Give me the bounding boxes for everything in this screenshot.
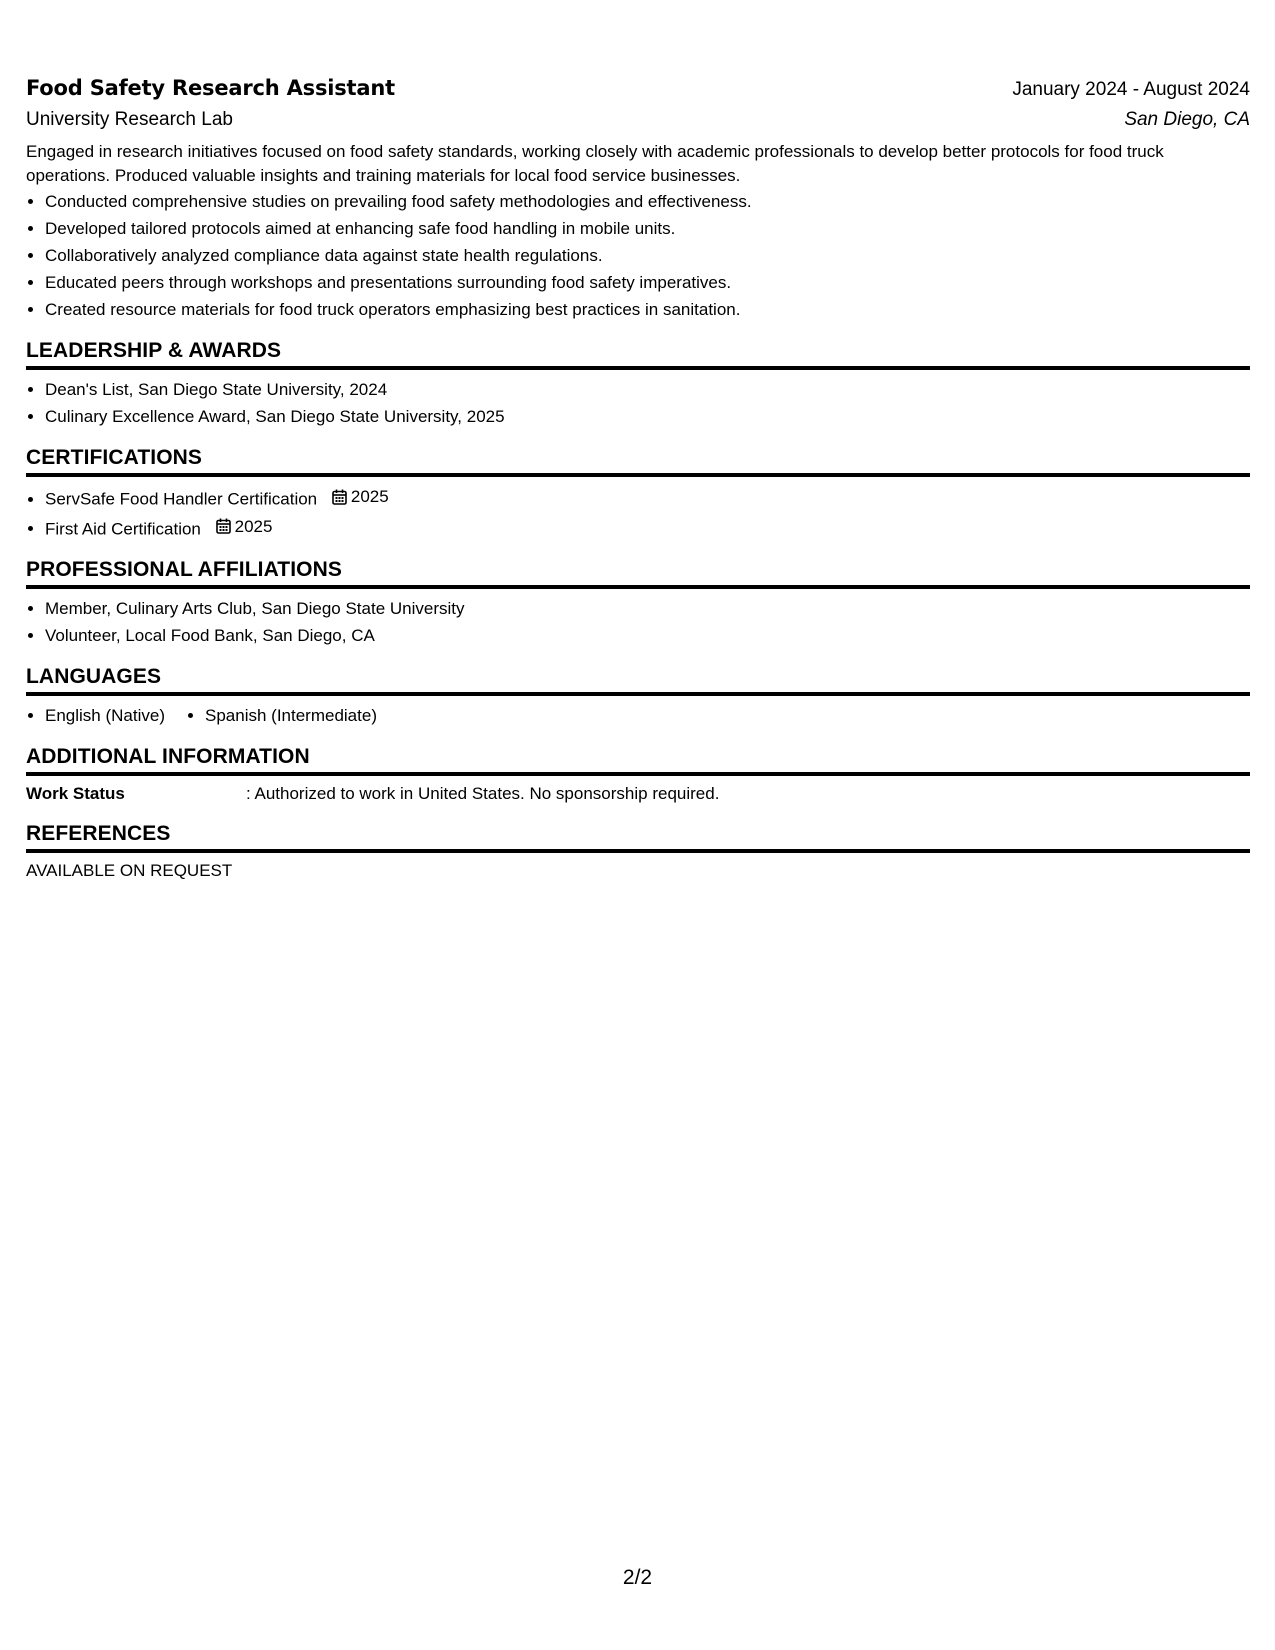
calendar-icon [216,518,231,534]
experience-entry [26,76,1250,323]
list-item: • Educated peers through workshops and presentations surrounding food safety imperatives. [45,269,1250,296]
list-item: • Conducted comprehensive studies on prevailing food safety methodologies and effectiveness. [45,188,1250,215]
certification-name: First Aid Certification [45,519,201,538]
list-item: • Dean's List, San Diego State University, 2024 [45,376,1250,403]
list-item: • Culinary Excellence Award, San Diego State University, 2025 [45,403,1250,430]
list-item: • Developed tailored protocols aimed at enhancing safe food handling in mobile units. [45,215,1250,242]
list-item: • Collaboratively analyzed compliance data against state health regulations. [45,242,1250,269]
list-item: • Volunteer, Local Food Bank, San Diego, CA [45,622,1250,649]
certification-item [45,513,1250,543]
list-item: • Created resource materials for food truck operators emphasizing best practices in sanitation. [45,296,1250,323]
certification-year: 2025 [234,516,273,536]
section-heading: LANGUAGES [26,665,1250,696]
job-organization: University Research Lab [26,109,233,130]
work-status-value: : Authorized to work in United States. No sponsorship required. [246,784,720,803]
section-heading: PROFESSIONAL AFFILIATIONS [26,558,1250,589]
section-heading: CERTIFICATIONS [26,446,1250,477]
page-indicator: 2/2 [622,1566,653,1589]
certification-name: ServSafe Food Handler Certification [45,489,318,509]
section-heading: LEADERSHIP & AWARDS [26,339,1250,370]
section-heading: ADDITIONAL INFORMATION [26,745,1250,776]
calendar-icon [332,489,347,505]
references-section [26,822,1250,883]
affiliations-section [26,558,1250,649]
references-text: AVAILABLE ON REQUEST [26,861,233,880]
job-dates: January 2024 - August 2024 [1012,79,1250,100]
certifications-section [26,446,1250,542]
section-heading: REFERENCES [26,822,1250,853]
certification-year: 2025 [350,487,389,506]
work-status-row [26,782,1250,806]
list-item: • Member, Culinary Arts Club, San Diego State University [45,595,1250,622]
job-location: San Diego, CA [1124,109,1250,130]
language-item: • Spanish (Intermediate) [205,702,377,729]
job-description: Engaged in research initiatives focused on food safety standards, working closely with academic professionals to develop better protocols for food truck operations. Produced valuable insights and training materials for local food service businesses. [26,142,1164,185]
languages-section [26,665,1250,729]
job-bullets [26,188,1250,323]
certification-item [45,483,1250,513]
work-status-label: Work Status [26,784,125,803]
resume-page-2 [26,76,1250,883]
leadership-section [26,339,1250,430]
job-title: Food Safety Research Assistant [26,76,395,100]
language-item: • English (Native) [45,702,165,729]
additional-info-section [26,745,1250,806]
